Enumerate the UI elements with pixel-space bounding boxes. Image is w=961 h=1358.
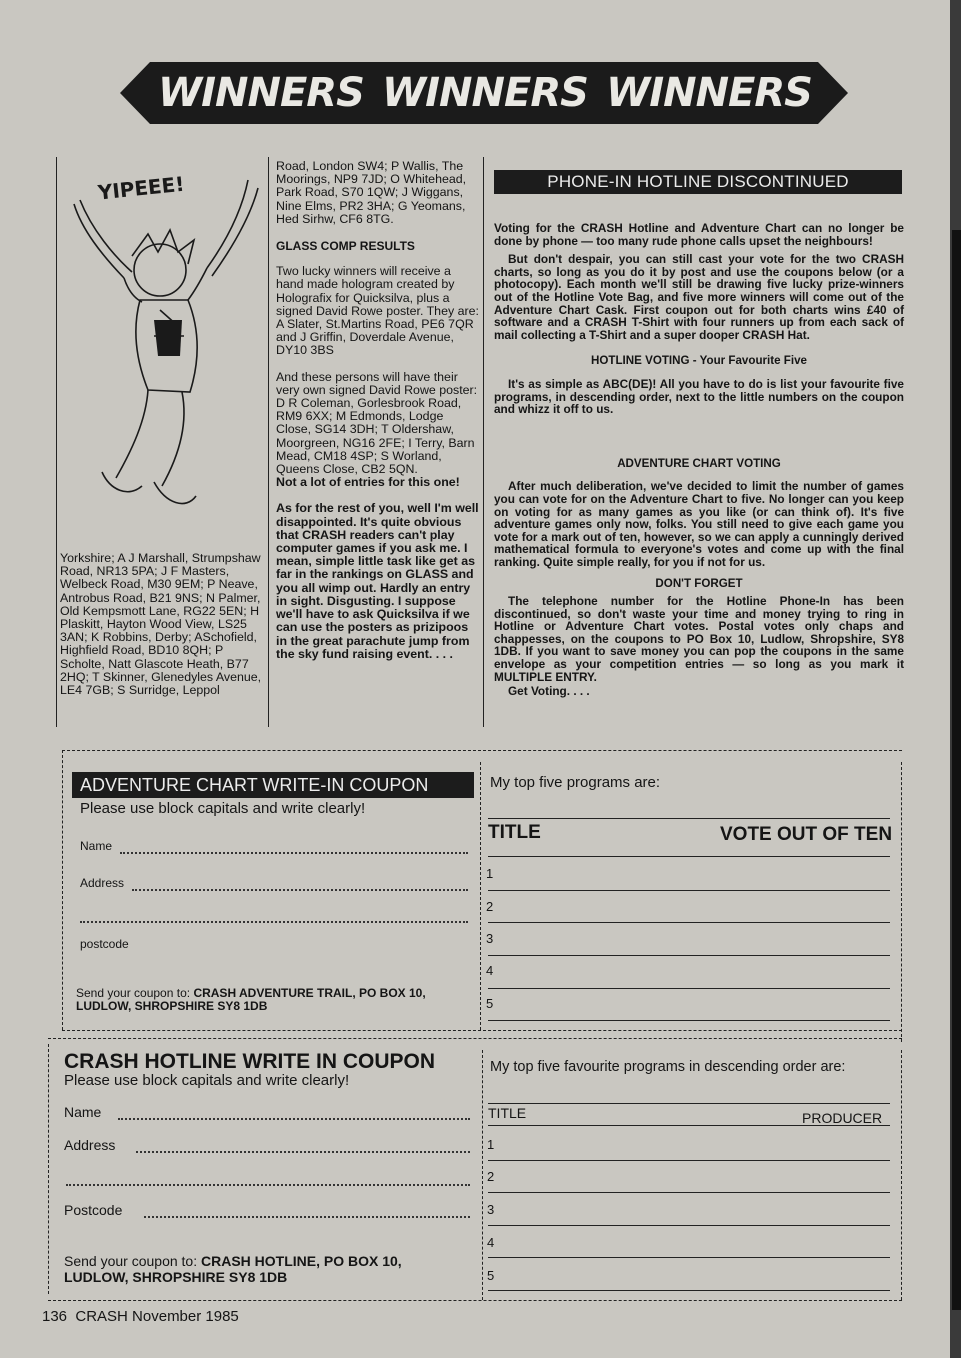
adventure-entry-3-number: 3 — [486, 931, 494, 946]
banner-word-2: WINNERS — [382, 70, 588, 116]
hotline-header-rule — [488, 1103, 890, 1104]
hotline-send-address-2: LUDLOW, SHROPSHIRE SY8 1DB — [64, 1269, 288, 1285]
phone-in-title: PHONE-IN HOTLINE DISCONTINUED — [494, 170, 902, 194]
adventure-coupon-title: ADVENTURE CHART WRITE-IN COUPON — [72, 772, 474, 798]
adventure-send-text: Send your coupon to: — [76, 986, 191, 1000]
hotline-coupon-right-border — [901, 1050, 902, 1300]
adventure-coupon-right-border — [901, 762, 902, 1042]
hotline-postcode-field[interactable] — [144, 1216, 470, 1218]
hotline-entry-4-line[interactable] — [488, 1257, 890, 1258]
hotline-coupon-left-border — [48, 1044, 49, 1294]
adventure-entry-5-line[interactable] — [488, 1020, 890, 1021]
hotline-entry-2-line[interactable] — [488, 1192, 890, 1193]
page-number: 136 — [42, 1308, 68, 1325]
adventure-header-rule — [488, 818, 890, 819]
hotline-voting-subheading: HOTLINE VOTING - Your Favourite Five — [590, 354, 807, 368]
column2 — [276, 160, 480, 674]
adventure-entry-2-number: 2 — [486, 899, 494, 914]
adventure-right-heading: My top five programs are: — [490, 774, 661, 791]
page-footer — [42, 1308, 239, 1325]
adventure-entry-4-number: 4 — [486, 963, 494, 978]
glass-comp-para1: Two lucky winners will receive a hand made hologram created by Holografix for Quicksilva, plus a signed David Rowe poster. They are: A Slater, St.Martins Road, PE6 7QR and J Griffin, Doverdale Avenue, DY10 3BS — [276, 264, 479, 358]
glass-comp-para2-bold: Not a lot of entries for this one! — [276, 475, 460, 490]
hotline-entry-1-number: 1 — [487, 1137, 495, 1152]
column1-winners-list — [60, 552, 268, 710]
column1-text: Yorkshire; A J Marshall, Strumpshaw Road, NR13 5PA; J F Masters, Welbeck Road, M30 9EM; P Neave, Antrobus Road, B21 9NS; N Palmer, Old Kempsmott Lane, RG22 5EN; H Plaskitt, Hayton Wood View, LS25 3AN; K Robbins, Derby; ASchofield, Highfield Road, BD10 8QH; P Scholte, Natt Glascote Heath, B77 2HQ; T Skinner, Glenedyles Avenue, LE4 7GB; S Surridge, Leppol — [60, 551, 262, 698]
glass-comp-para3: As for the rest of you, well I'm well disappointed. It's quite obvious that CRASH readers can't play computer games if you ask me. I mean, simple little task like get as far in the rankings on GLASS and you all wimp out. Hardly an entry in sight. Disgusting. I suppose we'll have to ask Quicksilva if we can use the posters as prizipoos in the great parachute jump from the sky fund raising event. . . . — [276, 501, 479, 661]
adventure-send-to — [76, 987, 476, 1013]
adventure-col-rule — [488, 856, 890, 857]
adventure-send-address-2: LUDLOW, SHROPSHIRE SY8 1DB — [76, 999, 268, 1013]
hotline-col-producer: PRODUCER — [802, 1110, 883, 1126]
hotline-address-field-2[interactable] — [66, 1184, 470, 1186]
hotline-right-heading: My top five favourite programs in descending order are: — [490, 1059, 846, 1075]
adventure-postcode-label: postcode — [80, 937, 129, 951]
adventure-entry-4-line[interactable] — [488, 988, 890, 989]
banner-word-1: WINNERS — [158, 70, 364, 116]
dont-forget-subheading: DON'T FORGET — [655, 577, 743, 591]
illustration-caption: YIPEEE! — [96, 171, 186, 205]
adventure-name-label: Name — [80, 839, 113, 853]
adventure-col-title: TITLE — [488, 822, 541, 843]
hotline-col-rule — [488, 1125, 890, 1126]
adventure-entry-2-line[interactable] — [488, 922, 890, 923]
hotline-col-title: TITLE — [488, 1105, 527, 1121]
hotline-entry-3-line[interactable] — [488, 1225, 890, 1226]
adventure-col-vote: VOTE OUT OF TEN — [720, 824, 893, 845]
adventure-coupon-left-border — [62, 750, 63, 1030]
page-edge-bar — [952, 230, 961, 1310]
glass-comp-para2: And these persons will have their very own signed David Rowe poster: D R Coleman, Gorlesbrook Road, RM9 6XX; M Edmonds, Lodge Close, SG14 3DH; T Oldershaw, Moorgreen, NG16 2FE; I Terry, Barn Mead, CM18 4SP; S Worland, Queens Close, CB2 5QN. — [276, 369, 478, 477]
hotline-address-label: Address — [64, 1137, 116, 1153]
hotline-name-label: Name — [64, 1104, 102, 1120]
phone-para4: After much deliberation, we've decided to limit the number of games you can vote for on the Adventure Chart to five. No longer can you keep on voting for as many games as you like (or can think of). It's five adventure games only now, folks. You still need to give each game you vote for a mark out of ten, however, so we can apply a cunningly derived mathematical formula to everyone's votes and come up with the final ranking. Quite simple really, for you if not for us. — [494, 479, 904, 569]
banner-word-3: WINNERS — [606, 70, 812, 116]
hotline-send-to — [64, 1253, 484, 1285]
hotline-send-address-1: CRASH HOTLINE, PO BOX 10, — [201, 1253, 402, 1269]
glass-comp-heading: GLASS COMP RESULTS — [276, 239, 415, 254]
hotline-entry-3-number: 3 — [487, 1202, 495, 1217]
hotline-coupon-title: CRASH HOTLINE WRITE IN COUPON — [64, 1050, 435, 1073]
phone-para3: It's as simple as ABC(DE)! All you have to do is list your favourite five programs, in descending order, next to the little numbers on the coupon and whizz it off to us. — [494, 376, 904, 417]
adventure-entry-1-line[interactable] — [488, 890, 890, 891]
hotline-send-text: Send your coupon to: — [64, 1253, 198, 1269]
adventure-send-address-1: CRASH ADVENTURE TRAIL, PO BOX 10, — [193, 986, 426, 1000]
hotline-entry-4-number: 4 — [487, 1235, 495, 1250]
column3 — [494, 222, 904, 704]
hotline-postcode-label: Postcode — [64, 1202, 123, 1218]
hotline-entry-5-number: 5 — [487, 1268, 495, 1283]
adventure-entry-3-line[interactable] — [488, 955, 890, 956]
column2-intro: Road, London SW4; P Wallis, The Moorings, NP9 7JD; O Whitehead, Park Road, S70 1QW; J Wiggans, Nine Elms, PR2 3HA; G Yeomans, Hed Sirhw, CF6 8TG. — [276, 159, 467, 226]
adventure-coupon-top-border — [62, 750, 902, 751]
adventure-entry-5-number: 5 — [486, 996, 494, 1011]
phone-para1: Voting for the CRASH Hotline and Adventure Chart can no longer be done by phone — too many rude phone calls upset the neighbours! — [494, 221, 904, 248]
adventure-voting-subheading: ADVENTURE CHART VOTING — [617, 456, 781, 470]
phone-para2: But don't despair, you can still cast your vote for the two CRASH charts, so long as you do it by post and use the coupons below (or a photocopy). Each month we'll still be drawing five lucky prize-winners out of the Hotline Vote Bag, and five more winners will come out of the Adventure Chart Cask. First coupon out for both charts wins £40 of software and a CRASH T-Shirt with four runners up from each sack of mail collecting a T-Shirt and a super dooper CRASH Hat. — [494, 252, 904, 342]
phone-para6: Get Voting. . . . — [508, 684, 590, 699]
adventure-address-label: Address — [80, 876, 125, 890]
adventure-coupon-instruction: Please use block capitals and write clearly! — [80, 800, 366, 817]
hotline-entry-2-number: 2 — [487, 1169, 495, 1184]
adventure-name-field[interactable] — [120, 852, 468, 854]
adventure-coupon-bottom-border — [62, 1030, 902, 1031]
adventure-address-field[interactable] — [132, 889, 468, 891]
phone-para5: The telephone number for the Hotline Phone-In has been discontinued, so don't waste your time and money trying to ring in Hotline or Adventure Chart votes. Postal votes only chaps and chappesses, on the coupons to PO Box 10, Ludlow, Shropshire, SY8 1DB. If you want to save money you can pop the coupons in the same envelope as your competition entries — so long as you mark it MULTIPLE ENTRY. — [494, 594, 904, 684]
adventure-address-field-2[interactable] — [80, 921, 468, 923]
hotline-entry-5-line[interactable] — [488, 1290, 890, 1291]
adventure-entry-1-number: 1 — [486, 866, 494, 881]
magazine-issue: CRASH November 1985 — [75, 1308, 239, 1325]
hotline-coupon-top-border — [48, 1038, 902, 1039]
hotline-coupon-instruction: Please use block capitals and write clearly! — [64, 1072, 350, 1089]
hotline-name-field[interactable] — [118, 1118, 470, 1120]
hotline-entry-1-line[interactable] — [488, 1160, 890, 1161]
hotline-coupon-bottom-border — [48, 1300, 902, 1301]
hotline-address-field[interactable] — [136, 1151, 470, 1153]
cheering-figure-illustration — [62, 160, 268, 550]
banner-text — [140, 66, 830, 120]
adventure-coupon-divider — [480, 762, 481, 1030]
